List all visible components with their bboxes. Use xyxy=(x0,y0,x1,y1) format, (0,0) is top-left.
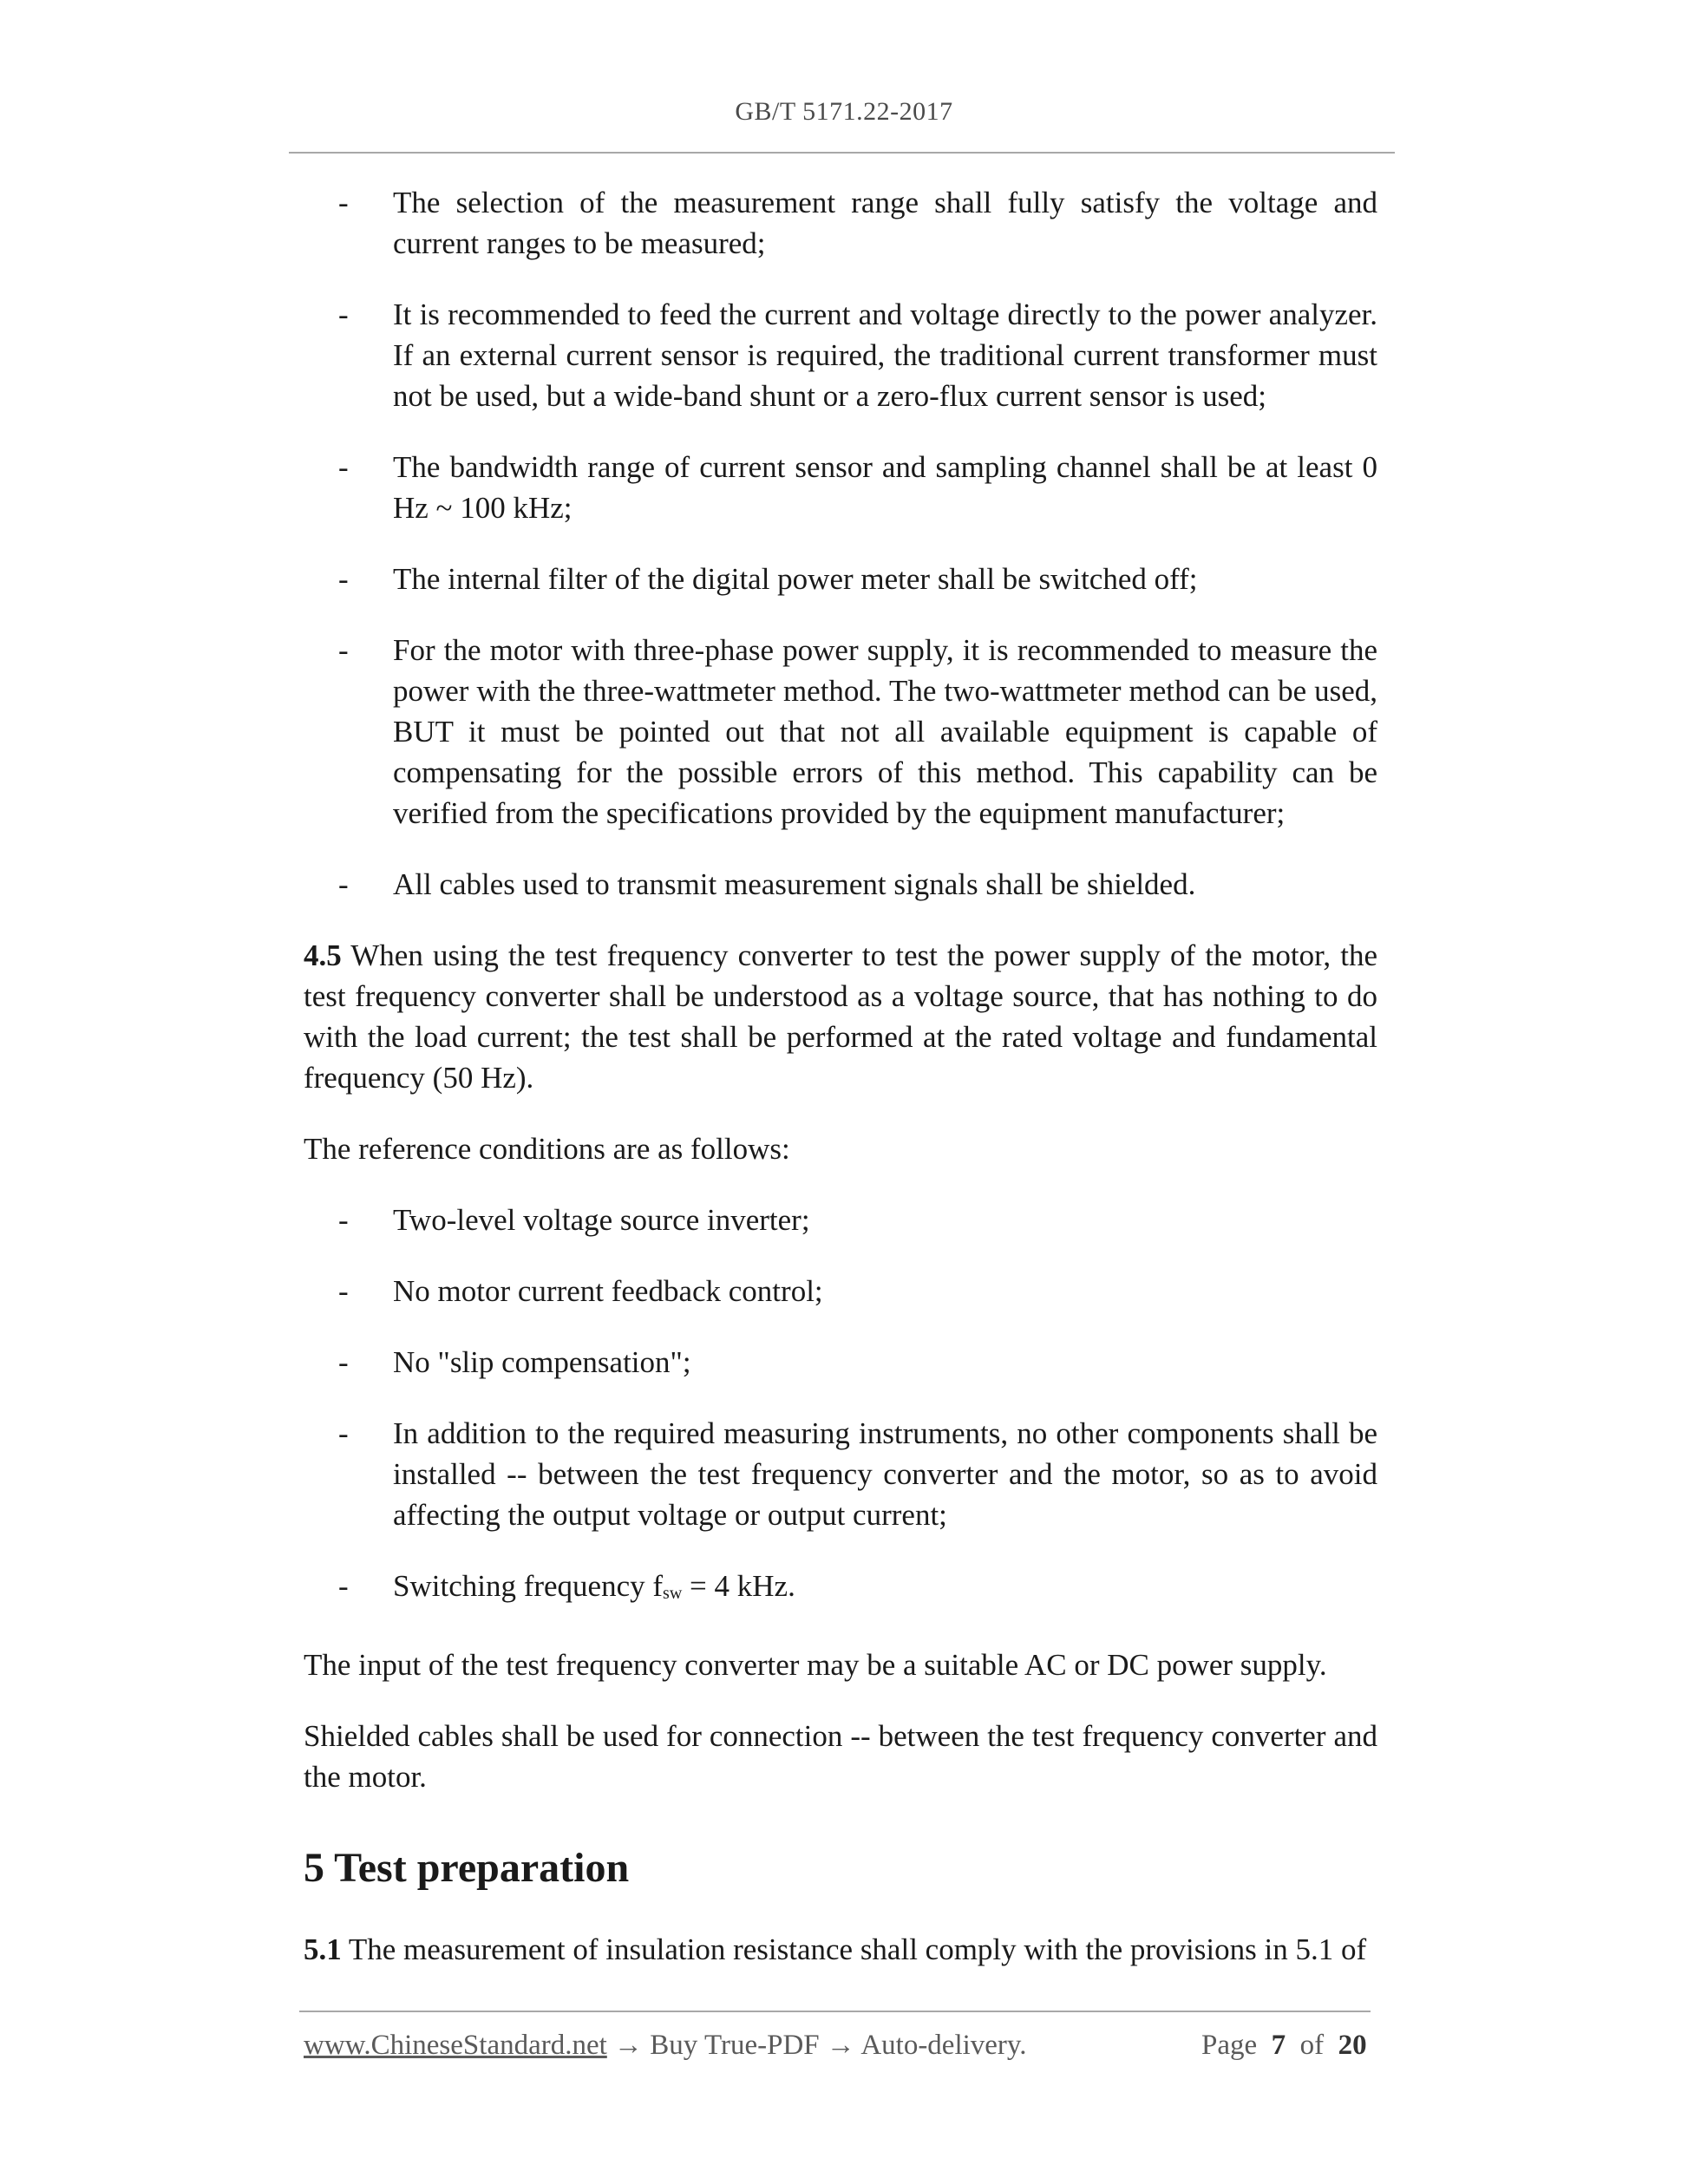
list-item-text: The internal filter of the digital power meter shall be switched off; xyxy=(393,562,1198,596)
switching-prefix: Switching frequency f xyxy=(393,1569,664,1603)
list-item-text: It is recommended to feed the current and voltage directly to the power analyzer. If an external current sensor is required, the traditional current transformer must not be used, but a wide-band shunt or a zero-flux current sensor is used; xyxy=(393,298,1377,413)
bullet-dash: - xyxy=(338,867,349,901)
bullet-dash: - xyxy=(338,1345,349,1379)
list-item-text: For the motor with three-phase power supply, it is recommended to measure the power with the three-wattmeter method. The two-wattmeter method can be used, BUT it must be pointed out that not all available equipment is capable of compensating for the possible errors of this method. This capability can be verified from the specifications provided by the equipment manufacturer; xyxy=(393,633,1377,830)
list-item xyxy=(338,559,1377,599)
list-item-text: No "slip compensation"; xyxy=(393,1345,691,1379)
auto-delivery-text: Auto-delivery. xyxy=(860,2030,1027,2061)
page-total: 20 xyxy=(1338,2030,1367,2061)
list-item-text: The selection of the measurement range shall fully satisfy the voltage and current ranges to be measured; xyxy=(393,186,1377,260)
list-item-text: The bandwidth range of current sensor and sampling channel shall be at least 0 Hz ~ 100 kHz; xyxy=(393,450,1377,525)
list-item xyxy=(338,447,1377,528)
list-item xyxy=(338,1413,1377,1535)
bullet-dash: - xyxy=(338,633,349,667)
bullet-dash: - xyxy=(338,1569,349,1603)
bullet-dash: - xyxy=(338,1203,349,1237)
page-content xyxy=(304,182,1377,2000)
bullet-dash: - xyxy=(338,450,349,484)
list-item-text: No motor current feedback control; xyxy=(393,1274,823,1308)
list-item xyxy=(338,1200,1377,1240)
bullet-dash: - xyxy=(338,1416,349,1450)
of-label: of xyxy=(1299,2030,1325,2061)
switching-subscript: sw xyxy=(663,1584,683,1603)
footer-links xyxy=(304,2030,1027,2062)
list-item-text: In addition to the required measuring instruments, no other components shall be installed -- between the test frequency converter and the motor, so as to avoid affecting the output voltage or output current; xyxy=(393,1416,1377,1532)
clause-5-1 xyxy=(304,1929,1377,1970)
clause-number: 5.1 xyxy=(304,1932,342,1966)
page-label: Page xyxy=(1201,2030,1258,2061)
list-item-switching-frequency xyxy=(338,1566,1377,1614)
list-item xyxy=(338,1342,1377,1383)
document-header-title: GB/T 5171.22-2017 xyxy=(735,97,953,126)
section-heading: 5 Test preparation xyxy=(304,1845,630,1891)
header-divider xyxy=(289,152,1395,154)
paragraph-input: The input of the test frequency converter may be a suitable AC or DC power supply. xyxy=(304,1648,1327,1682)
list-item-text: All cables used to transmit measurement signals shall be shielded. xyxy=(393,867,1196,901)
list-item xyxy=(338,1271,1377,1311)
list-item xyxy=(338,864,1377,905)
list-item xyxy=(338,630,1377,834)
list-item xyxy=(338,182,1377,264)
buy-true-pdf-text: Buy True-PDF xyxy=(650,2030,820,2061)
clause-number: 4.5 xyxy=(304,938,342,972)
clause-text: When using the test frequency converter to test the power supply of the motor, the test frequency converter shall be understood as a voltage source, that has nothing to do with the load current; the test shall be performed at the rated voltage and fundamental frequency (50 Hz). xyxy=(304,938,1377,1095)
arrow-right-icon: → xyxy=(826,2030,855,2061)
list-item-text: Two-level voltage source inverter; xyxy=(393,1203,810,1237)
bullet-dash: - xyxy=(338,1274,349,1308)
reference-intro: The reference conditions are as follows: xyxy=(304,1132,790,1166)
bullet-dash: - xyxy=(338,562,349,596)
list-item xyxy=(338,294,1377,416)
bullet-dash: - xyxy=(338,298,349,331)
switching-suffix: = 4 kHz. xyxy=(682,1569,795,1603)
arrow-right-icon: → xyxy=(614,2030,644,2061)
bullet-dash: - xyxy=(338,186,349,219)
clause-text: The measurement of insulation resistance shall comply with the provisions in 5.1 of xyxy=(348,1932,1367,1966)
website-link[interactable]: www.ChineseStandard.net xyxy=(304,2030,607,2061)
clause-4-5 xyxy=(304,935,1377,1098)
page-indicator xyxy=(1201,2030,1367,2062)
paragraph-shielded: Shielded cables shall be used for connection -- between the test frequency converter and the motor. xyxy=(304,1719,1377,1794)
footer-divider xyxy=(299,2011,1371,2012)
page-number: 7 xyxy=(1271,2030,1286,2061)
